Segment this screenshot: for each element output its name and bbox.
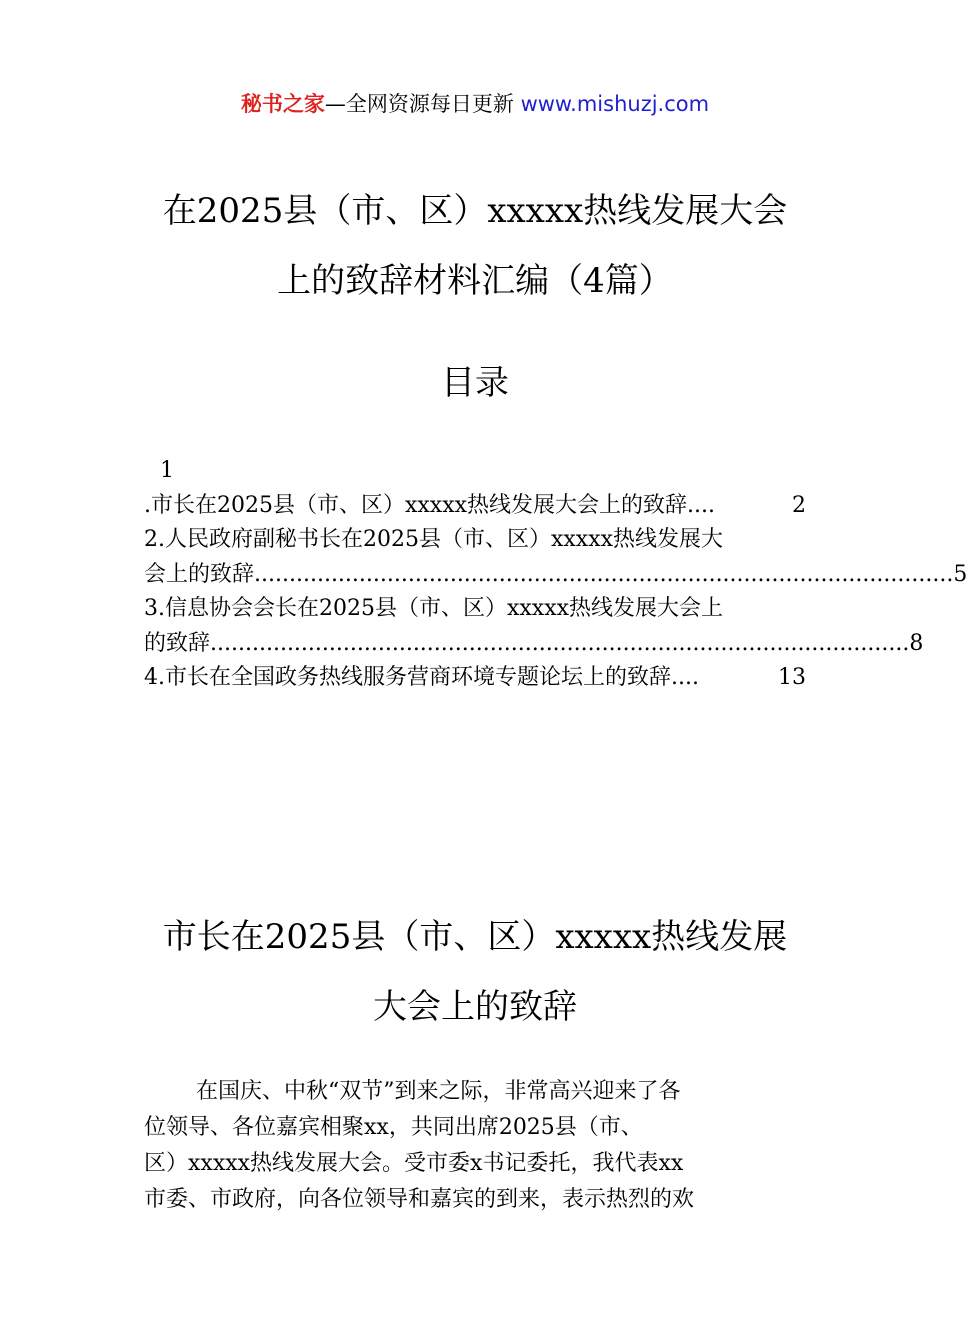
toc-item-1-number: 1 [160, 458, 174, 483]
document-title [100, 176, 850, 316]
toc-item-4[interactable] [144, 661, 806, 696]
toc-item-1-page: 2 [792, 492, 806, 518]
toc-heading: 目录 [441, 363, 509, 403]
toc-item-3-text-line-2: 的致辞 [144, 630, 211, 656]
toc-item-4-text: 4.市长在全国政务热线服务营商环境专题论坛上的致辞 [144, 665, 671, 690]
toc-item-2-text-line-1: 2.人民政府副秘书长在2025县（市、区）xxxxx热线发展大 [144, 527, 724, 552]
toc-leader-dots: .... [671, 665, 699, 690]
toc-item-3-line-1[interactable] [144, 592, 806, 627]
table-of-contents [144, 454, 967, 696]
toc-item-4-page: 13 [778, 665, 806, 690]
toc-item-2-line-2[interactable] [144, 558, 967, 593]
section-title [100, 902, 850, 1042]
toc-item-3-text-line-1: 3.信息协会会长在2025县（市、区）xxxxx热线发展大会上 [144, 596, 724, 621]
toc-item-3-page: 8 [909, 630, 924, 656]
paragraph-line-2: 位领导、各位嘉宾相聚xx，共同出席2025县（市、 [144, 1115, 643, 1140]
toc-item-3-line-2[interactable] [144, 627, 924, 662]
section-title-line-2: 大会上的致辞 [373, 987, 577, 1027]
section-title-line-1: 市长在2025县（市、区）xxxxx热线发展 [162, 917, 788, 957]
toc-item-2-page: 5 [953, 561, 967, 587]
paragraph-line-3: 区）xxxxx热线发展大会。受市委x书记委托，我代表xx [144, 1151, 684, 1176]
section-paragraph [144, 1074, 806, 1218]
toc-item-1[interactable] [144, 489, 806, 524]
document-title-line-1: 在2025县（市、区）xxxxx热线发展大会 [162, 191, 788, 231]
toc-item-1-text: .市长在2025县（市、区）xxxxx热线发展大会上的致辞 [144, 492, 688, 518]
brand-name: 秘书之家 [240, 92, 325, 116]
site-header [0, 88, 950, 120]
paragraph-line-1: 在国庆、中秋“双节”到来之际，非常高兴迎来了各 [196, 1079, 681, 1104]
toc-leader-dots: .................................................................................................... [210, 630, 910, 656]
site-url-link[interactable]: www.mishuzj.com [520, 92, 710, 116]
toc-item-2-line-1[interactable] [144, 523, 806, 558]
toc-leader-dots: .................................................................................................... [254, 561, 954, 587]
paragraph-line-4: 市委、市政府，向各位领导和嘉宾的到来，表示热烈的欢 [144, 1187, 695, 1212]
toc-item-2-text-line-2: 会上的致辞 [144, 561, 255, 587]
header-tagline: —全网资源每日更新 [324, 92, 521, 116]
document-title-line-2: 上的致辞材料汇编（4篇） [277, 261, 673, 301]
toc-leader-dots: .... [687, 492, 716, 518]
